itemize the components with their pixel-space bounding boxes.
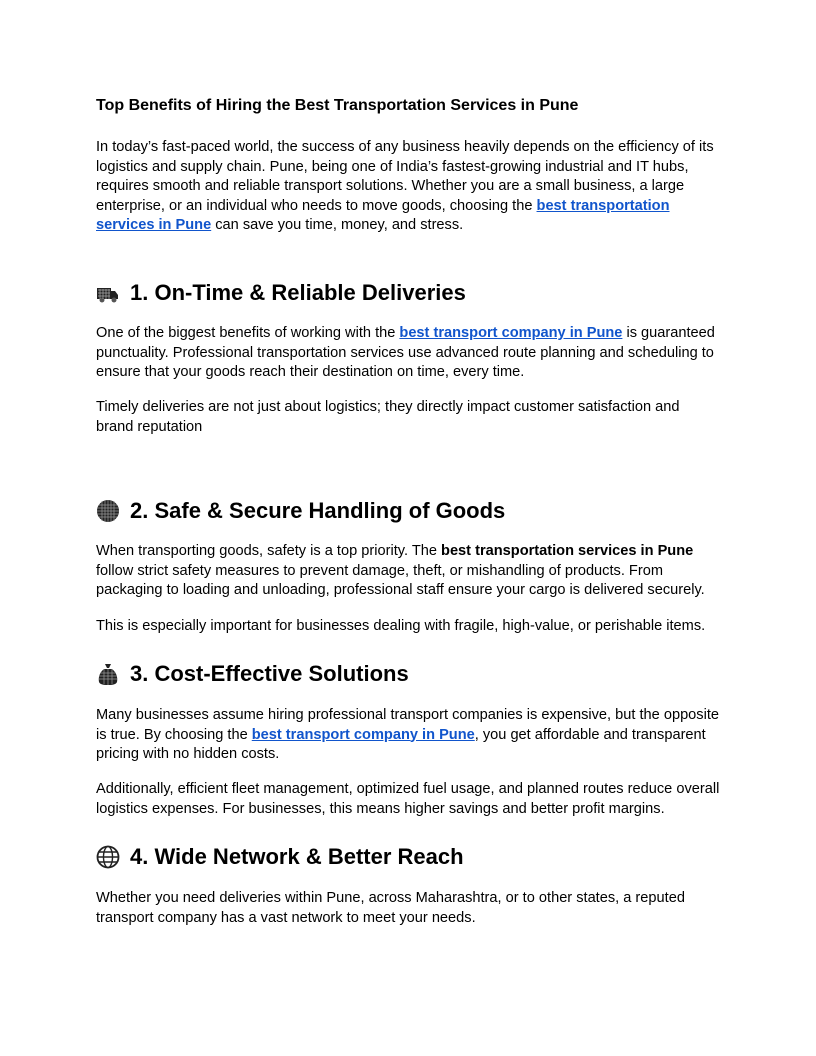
section-heading-text: 4. Wide Network & Better Reach (130, 844, 464, 869)
paragraph-text: When transporting goods, safety is a top priority. The (96, 543, 442, 559)
intro-paragraph (96, 138, 720, 236)
paragraph-text-end: , you get affordable and transparent pricing with no hidden costs. (96, 726, 706, 762)
section-1-paragraph-1 (96, 324, 720, 383)
paragraph-text: Many businesses assume hiring professional transport companies is expensive, but the opposite is true. By choosing the (96, 707, 720, 743)
section-heading-text: 2. Safe & Secure Handling of Goods (130, 498, 506, 523)
section-heading-3 (96, 660, 720, 688)
intro-text: In today’s fast-paced world, the success of any business heavily depends on the efficiency of its logistics and supply chain. Pune, being one of India’s fastest-growing industrial and IT hubs, requires smooth and reliable transport solutions. Whether you are a small business, a large enterprise, or an individual who needs to move goods, choosing the (96, 139, 714, 214)
paragraph-text-end: follow strict safety measures to prevent damage, theft, or mishandling of products. From packaging to loading and unloading, professional staff ensure your cargo is delivered securely. (96, 562, 705, 598)
truck-icon (96, 281, 120, 305)
intro-text-end: can save you time, money, and stress. (211, 217, 464, 233)
best-transport-company-link[interactable]: best transport company in Pune (399, 325, 623, 341)
intro-link[interactable]: best transportation services in Pune (96, 197, 670, 233)
section-2-paragraph-1 (96, 542, 720, 601)
page-title: Top Benefits of Hiring the Best Transportation Services in Pune (96, 97, 579, 114)
section-heading-text: 3. Cost-Effective Solutions (130, 661, 409, 686)
paragraph-text: One of the biggest benefits of working with the (96, 325, 400, 341)
section-4-paragraph-1: Whether you need deliveries within Pune, across Maharashtra, or to other states, a reputed transport company has a vast network to meet your needs. (96, 890, 685, 926)
section-3-paragraph-2: Additionally, efficient fleet management, optimized fuel usage, and planned routes reduce overall logistics expenses. For businesses, this means higher savings and better profit margins. (96, 781, 720, 817)
section-heading-4 (96, 843, 720, 871)
section-heading-1 (96, 279, 720, 307)
section-heading-2 (96, 497, 720, 525)
section-3-paragraph-1 (96, 706, 720, 765)
money-bag-icon (96, 662, 120, 686)
section-2-paragraph-2: This is especially important for businesses dealing with fragile, high-value, or perishable items. (96, 618, 706, 634)
shield-icon (96, 499, 120, 523)
globe-icon (96, 845, 120, 869)
bold-phrase: best transportation services in Pune (441, 543, 694, 559)
paragraph-text-end: is guaranteed punctuality. Professional transportation services use advanced route planning and scheduling to ensure that your goods reach their destination on time, every time. (96, 325, 715, 380)
best-transport-company-link[interactable]: best transport company in Pune (251, 726, 475, 743)
section-heading-text: 1. On-Time & Reliable Deliveries (130, 280, 466, 305)
section-1-paragraph-2: Timely deliveries are not just about logistics; they directly impact customer satisfaction and brand reputation (96, 399, 680, 435)
